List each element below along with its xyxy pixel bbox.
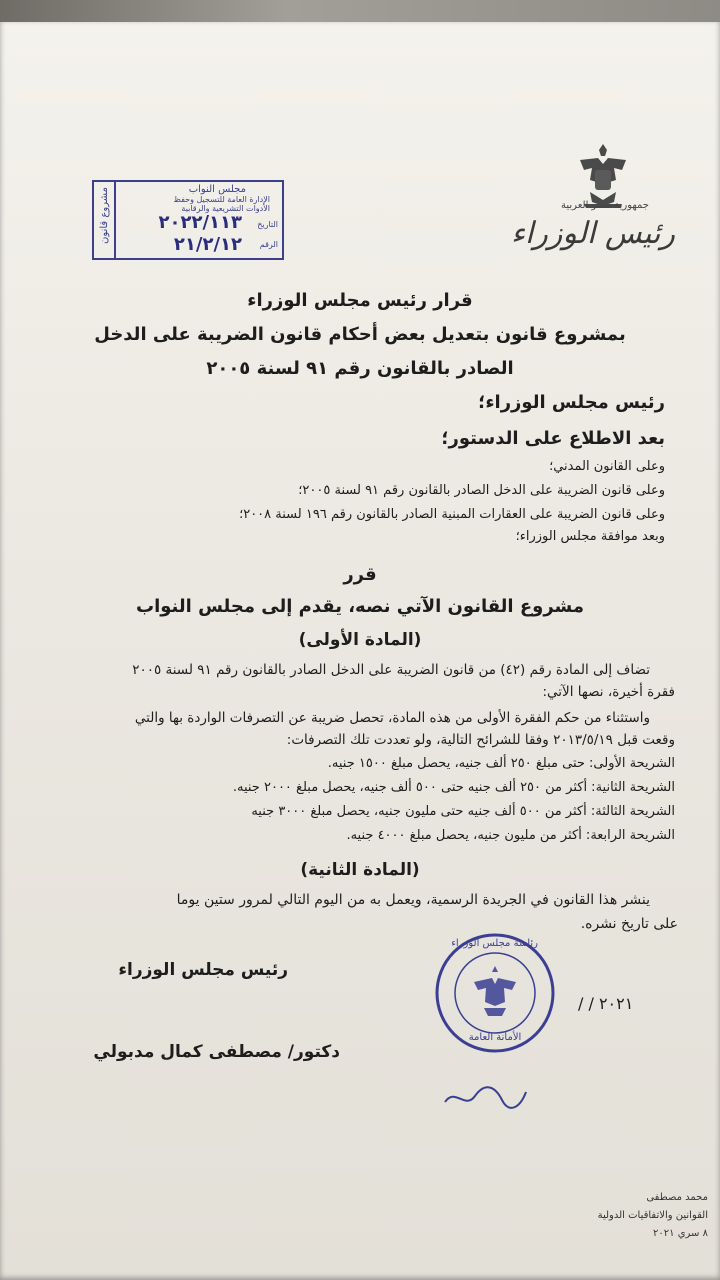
handwritten-signature-icon: [440, 1082, 530, 1112]
footer-date: ٨ سري ٢٠٢١: [653, 1228, 708, 1239]
stamp-date: ٢١/٢/١٢: [173, 234, 242, 255]
registration-stamp: [92, 180, 284, 260]
article2-heading: (المادة الثانية): [300, 860, 420, 880]
preamble-constitution: بعد الاطلاع على الدستور؛: [441, 428, 665, 449]
signature-date: / / ٢٠٢١: [578, 994, 634, 1013]
article1-tier: الشريحة الثانية: أكثر من ٢٥٠ ألف جنيه حتى ٥٠٠ ألف جنيه، يحصل مبلغ ٢٠٠٠ جنيه.: [232, 780, 675, 795]
decision-text: مشروع القانون الآتي نصه، يقدم إلى مجلس النواب: [135, 596, 585, 617]
seal-bottom-text: الأمانة العامة: [468, 1032, 522, 1043]
article1-p1-line2: فقرة أخيرة، نصها الآتي:: [542, 684, 675, 700]
letterhead-office: رئيس الوزراء: [510, 216, 675, 251]
document-page: [0, 22, 720, 1280]
stamp-org: مجلس النواب: [188, 184, 246, 195]
title-line1: قرار رئيس مجلس الوزراء: [247, 290, 473, 311]
preamble-property-law: وعلى قانون الضريبة على العقارات المبنية الصادر بالقانون رقم ١٩٦ لسنة ٢٠٠٨؛: [239, 507, 665, 522]
title-line2: بمشروع قانون بتعديل بعض أحكام قانون الضريبة على الدخل: [94, 324, 626, 345]
background-edge: [0, 0, 720, 24]
article1-tier: الشريحة الثالثة: أكثر من ٥٠٠ ألف جنيه حتى مليون جنيه، يحصل مبلغ ٣٠٠٠ جنيه: [251, 804, 675, 819]
article1-p1-line1: تضاف إلى المادة رقم (٤٢) من قانون الضريبة على الدخل الصادر بالقانون رقم ٩١ لسنة ٢٠٠٥: [132, 662, 650, 678]
letterhead-country: جمهورية مصر العربية: [561, 200, 649, 211]
article1-p2-line1: واستثناء من حكم الفقرة الأولى من هذه المادة، تحصل ضريبة عن التصرفات الواردة بها والتي: [134, 710, 650, 726]
stamp-line2: الأدوات التشريعية والرقابية: [181, 204, 270, 213]
article2-line2: على تاريخ نشره.: [580, 916, 678, 932]
preamble-head: رئيس مجلس الوزراء؛: [478, 392, 665, 413]
article1-tier: الشريحة الأولى: حتى مبلغ ٢٥٠ ألف جنيه، يحصل مبلغ ١٥٠٠ جنيه.: [327, 756, 675, 771]
stamp-date-label: التاريخ: [257, 220, 278, 229]
preamble-civil: وعلى القانون المدني؛: [549, 459, 665, 474]
preamble-income-law: وعلى قانون الضريبة على الدخل الصادر بالقانون رقم ٩١ لسنة ٢٠٠٥؛: [298, 483, 665, 498]
signatory-name: دكتور/ مصطفى كمال مدبولي: [93, 1042, 340, 1062]
article1-heading: (المادة الأولى): [298, 630, 422, 650]
title-line3: الصادر بالقانون رقم ٩١ لسنة ٢٠٠٥: [206, 358, 514, 379]
footer-dept: القوانين والاتفاقيات الدولية: [597, 1210, 708, 1221]
footer-name: محمد مصطفى: [646, 1192, 708, 1203]
article2-line1: ينشر هذا القانون في الجريدة الرسمية، ويعمل به من اليوم التالي لمرور ستين يوما: [176, 892, 650, 908]
article1-tier: الشريحة الرابعة: أكثر من مليون جنيه، يحصل مبلغ ٤٠٠٠ جنيه.: [346, 828, 675, 843]
stamp-number-label: الرقم: [259, 240, 278, 249]
signature-title: رئيس مجلس الوزراء: [118, 960, 288, 980]
stamp-side-label: مشروع قانون: [98, 187, 110, 244]
seal-top-text: رئاسة مجلس الوزراء: [451, 938, 538, 949]
stamp-number: ٢٠٢٢/١١٣: [158, 212, 242, 233]
article1-p2-line2: وقعت قبل ٢٠١٣/٥/١٩ وفقا للشرائح التالية، ولو تعددت تلك التصرفات:: [286, 732, 675, 748]
preamble-approval: وبعد موافقة مجلس الوزراء؛: [515, 529, 665, 544]
decision-word: قرر: [343, 564, 377, 585]
stamp-line1: الإدارة العامة للتسجيل وحفظ: [173, 195, 270, 204]
